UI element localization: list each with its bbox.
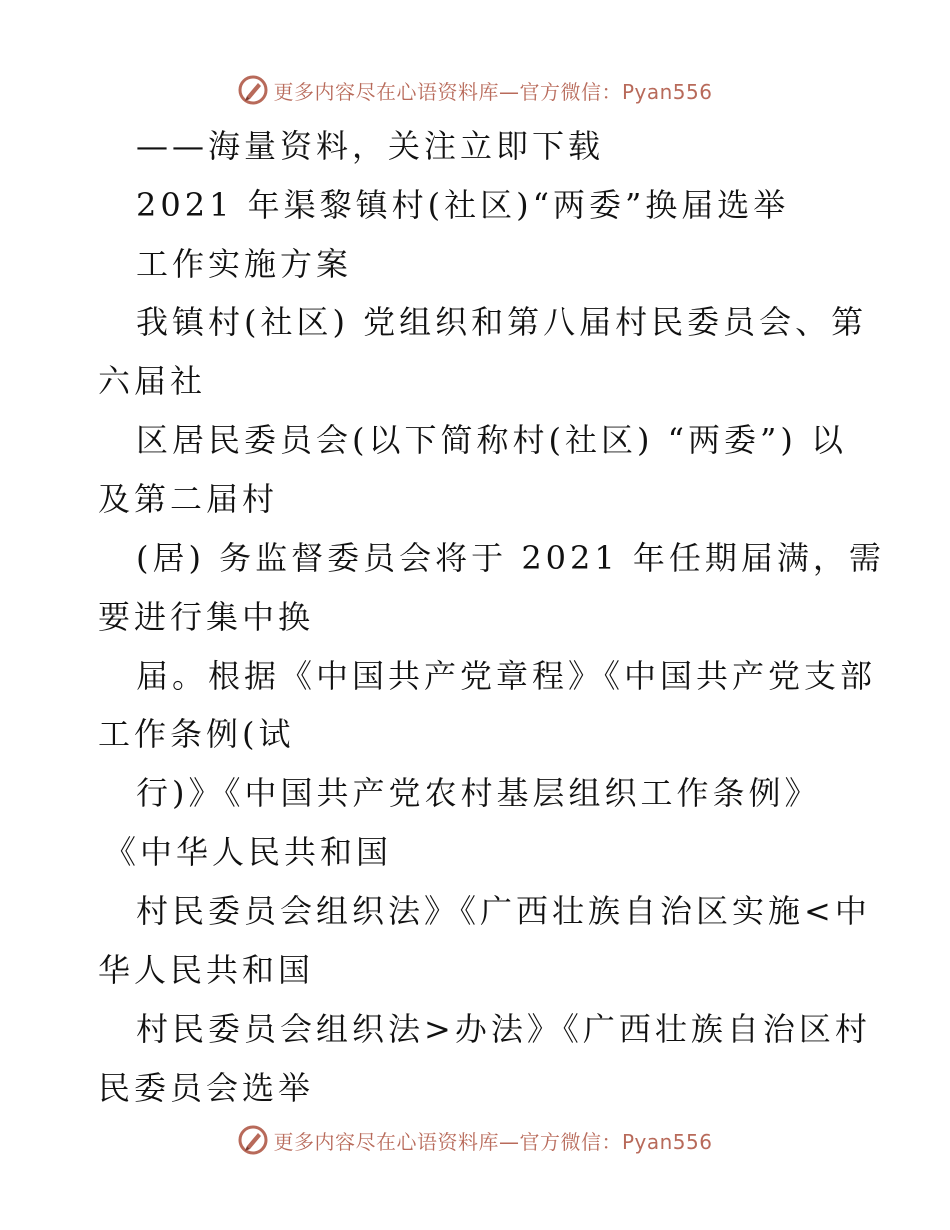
text-line: 区居民委员会(以下简称村(社区) “两委”) 以 [136,421,848,459]
watermark-text: 更多内容尽在心语资料库—官方微信：Pyan556 [273,1129,713,1154]
text-line: 我镇村(社区) 党组织和第八届村民委员会、第 [136,303,868,341]
text-line: 《中华人民共和国 [104,833,393,871]
pen-circle-logo-icon [237,74,269,106]
text-line: 届。根据《中国共产党章程》《中国共产党支部 [136,657,877,695]
header-watermark [0,70,950,110]
text-line: 要进行集中换 [98,598,315,636]
pen-circle-logo-icon [237,1124,269,1156]
text-line: 工作实施方案 [136,245,353,283]
text-line: 及第二届村 [98,480,279,518]
text-line: 民委员会选举 [98,1069,315,1107]
text-line: 六届社 [98,362,207,400]
text-line: 工作条例(试 [98,715,295,753]
text-line: 村民委员会组织法>办法》《广西壮族自治区村 [136,1010,871,1048]
text-line: 村民委员会组织法》《广西壮族自治区实施<中 [136,892,871,930]
text-line: 行)》《中国共产党农村基层组织工作条例》 [136,774,821,812]
watermark-text: 更多内容尽在心语资料库—官方微信：Pyan556 [273,79,713,104]
text-line: ——海量资料，关注立即下载 [136,127,605,165]
footer-watermark [0,1120,950,1160]
text-line: 华人民共和国 [98,951,315,989]
text-line: 2021 年渠黎镇村(社区)“两委”换届选举 [136,186,790,224]
text-line: (居) 务监督委员会将于 2021 年任期届满，需 [136,539,885,577]
